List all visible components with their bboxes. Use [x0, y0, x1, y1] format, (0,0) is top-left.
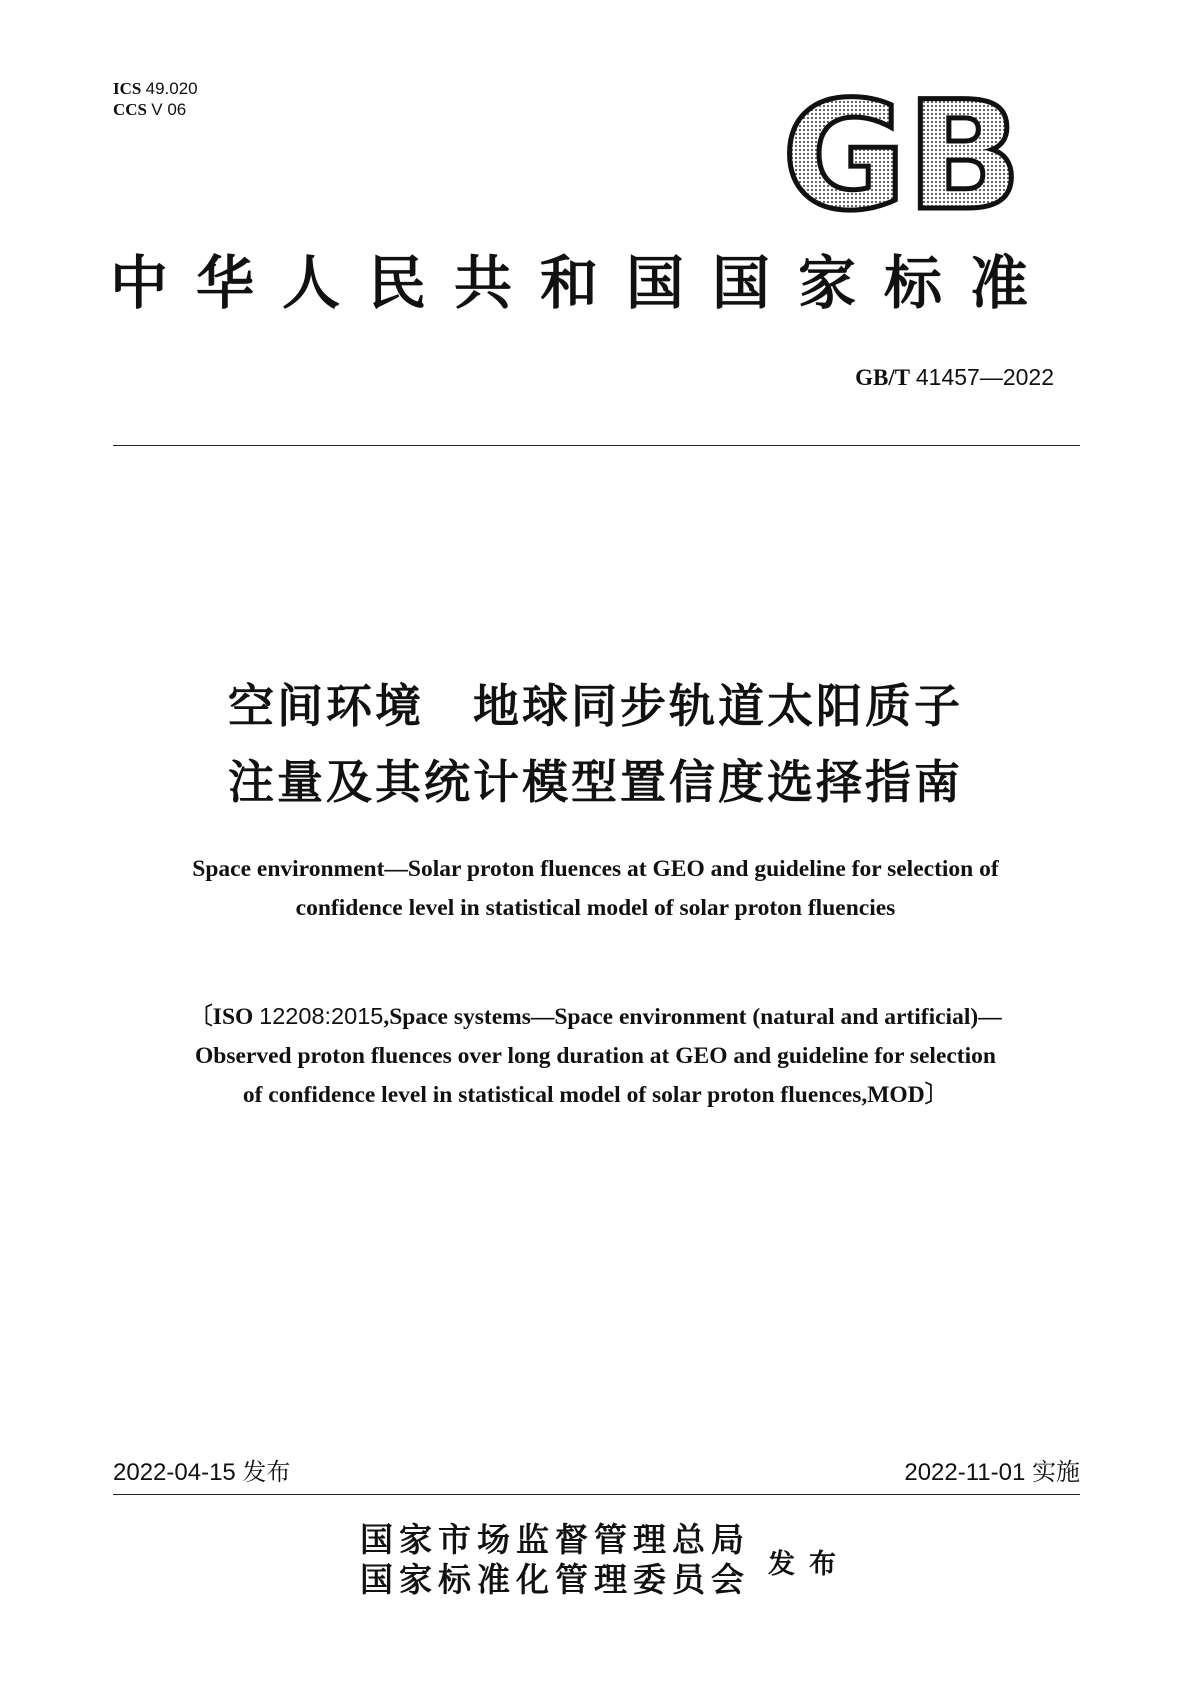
- chinese-title: [0, 668, 1191, 820]
- implementation-date: 2022-11-01 实施: [904, 1459, 1080, 1486]
- ccs-code: CCS V 06: [113, 100, 187, 119]
- bottom-divider: [113, 1494, 1080, 1495]
- publish-label: 发布: [768, 1549, 850, 1580]
- iso-reference-line-2: Observed proton fluences over long duration at GEO and guideline for selection: [195, 1043, 996, 1069]
- publishers: [360, 1520, 750, 1600]
- chinese-title-line-2: 注量及其统计模型置信度选择指南: [228, 755, 963, 809]
- ics-code: ICS 49.020: [113, 79, 198, 98]
- classification-codes: [113, 78, 198, 120]
- standard-title: 中华人民共和国国家标准: [110, 249, 1057, 317]
- gb-logo-text: GB: [782, 88, 1022, 218]
- iso-reference-line-3: of confidence level in statistical model of solar proton fluences,MOD〕: [242, 1082, 949, 1108]
- english-title: [80, 850, 1111, 928]
- publisher-2: 国家标准化管理委员会: [360, 1560, 750, 1599]
- standard-number: GB/T 41457—2022: [855, 364, 1054, 390]
- top-divider: [113, 445, 1080, 446]
- gb-logo: [782, 88, 1022, 218]
- english-title-line-1: Space environment—Solar proton fluences at GEO and guideline for selection of: [192, 856, 999, 882]
- publisher-1: 国家市场监督管理总局: [360, 1520, 750, 1559]
- english-title-line-2: confidence level in statistical model of solar proton fluencies: [295, 895, 896, 921]
- chinese-title-line-1: 空间环境 地球同步轨道太阳质子: [228, 679, 963, 733]
- issue-date: 2022-04-15 发布: [113, 1459, 291, 1486]
- iso-reference-line-1: 〔ISO 12208:2015,Space systems—Space environment (natural and artificial)—: [189, 1003, 1002, 1030]
- iso-reference: [80, 997, 1111, 1115]
